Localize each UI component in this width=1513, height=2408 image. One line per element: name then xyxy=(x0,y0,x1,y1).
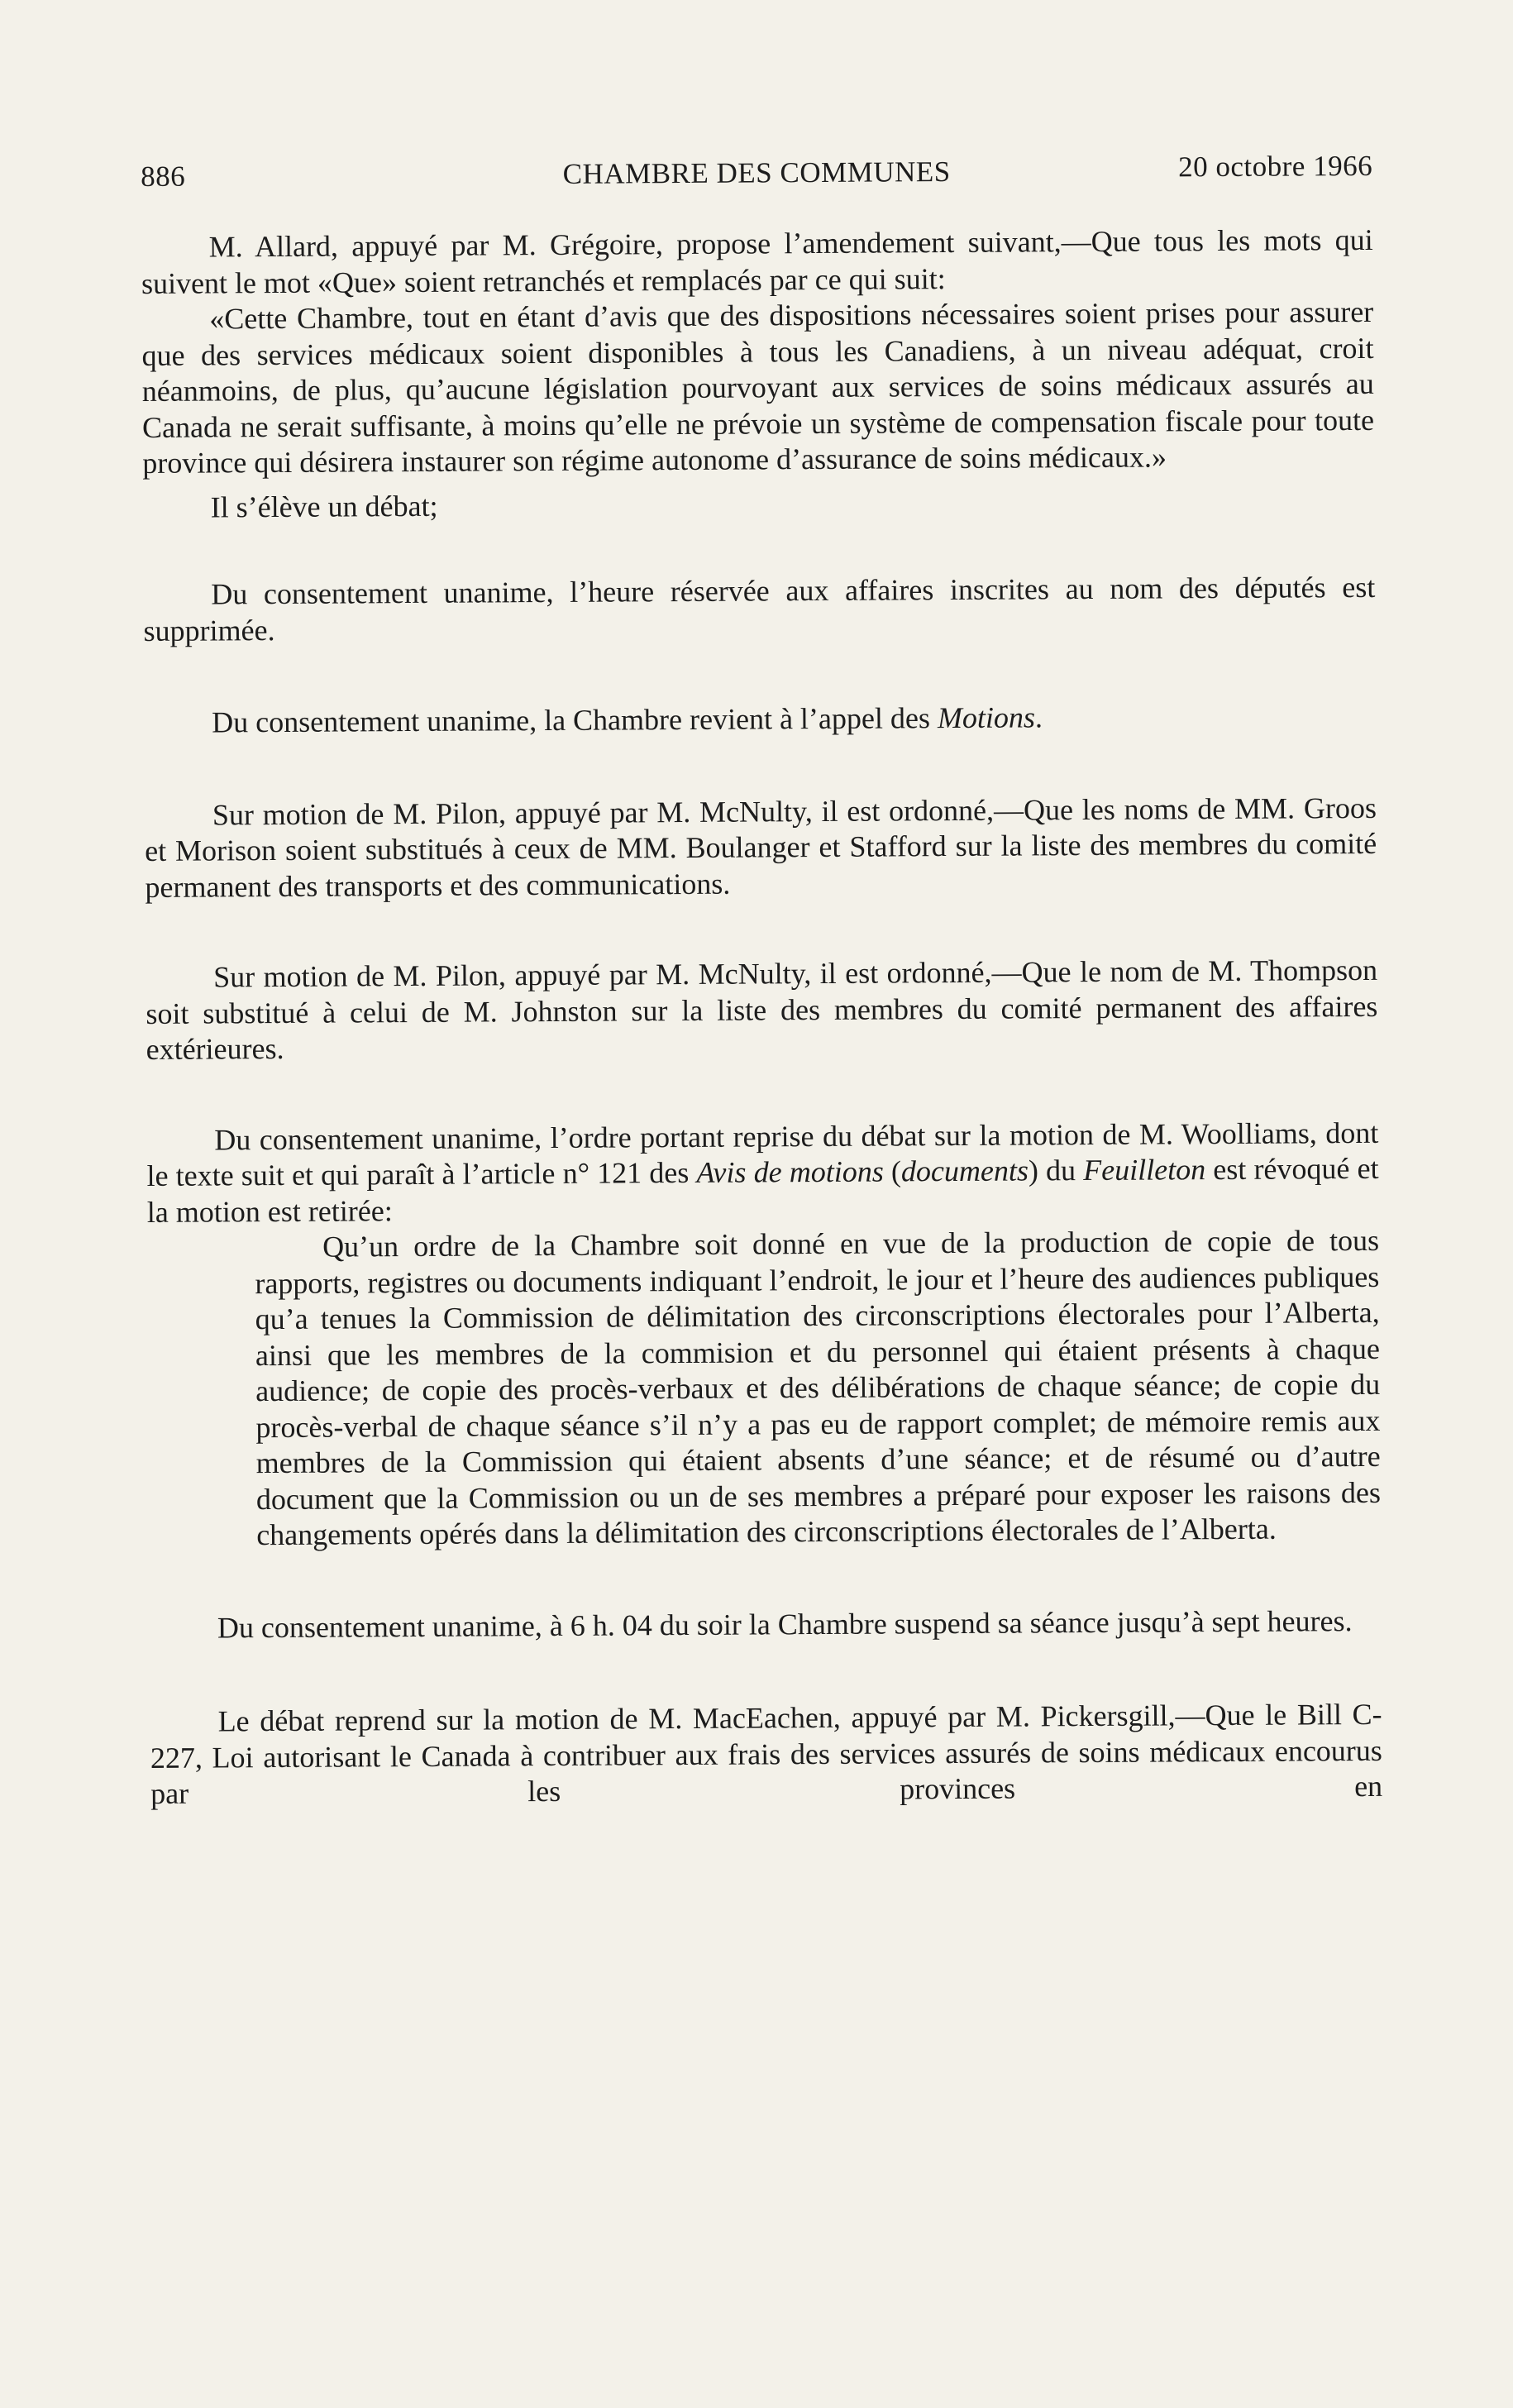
document-page xyxy=(141,141,1382,1813)
quoted-motion-text: Qu’un ordre de la Chambre soit donné en vue de la production de copie de tous rapports, registres ou documents indiquant l’endroit, le jour et l’heure des audiences publiques qu’a tenues la Commission de délimitation des circonscriptions électorales pour l’Alberta, ainsi que les membres de la commision et du personnel qui étaient présents à chaque audience; de copie des procès-verbaux et des délibérations de chaque séance; de copie du procès-verbal de chaque séance s’il n’y a pas eu de rapport complet; de mémoire remis aux membres de la Commission qui étaient absents d’une séance; et de résumé ou d’autre document que la Commission ou un de ses membres a préparé pour exposer les raisons des changements opérés dans la délimitation des circonscriptions électorales de l’Alberta. xyxy=(255,1223,1382,1552)
paragraph-suspension: Du consentement unanime, à 6 h. 04 du soir la Chambre suspend sa séance jusqu’à sept heures. xyxy=(217,1603,1353,1644)
paragraph-amendment: M. Allard, appuyé par M. Grégoire, propose l’amendement suivant,—Que tous les mots qui suivent le mot «Que» soient retranchés et remplacés par ce qui suit: xyxy=(141,222,1373,300)
paragraph-debate-resumed: Le débat reprend sur la motion de M. MacEachen, appuyé par M. Pickersgill,—Que le Bill C-227, Loi autorisant le Canada à contribuer aux frais des services assurés de soins médicaux encourus par les provinces en xyxy=(150,1697,1383,1810)
header-date: 20 octobre 1966 xyxy=(1178,149,1373,184)
paragraph-committee-external: Sur motion de M. Pilon, appuyé par M. McNulty, il est ordonné,—Que le nom de M. Thompson soit substitué à celui de M. Johnston sur la liste des membres du comité permanent des affaires extérieures. xyxy=(146,953,1378,1066)
paragraph-woolliams-motion xyxy=(146,1115,1379,1230)
page-number: 886 xyxy=(141,160,186,193)
italic-segment: Feuilleton xyxy=(1083,1153,1206,1187)
text-segment: . xyxy=(1034,700,1043,734)
text-segment: est révoqué et la motion est retirée: xyxy=(146,1151,1379,1229)
paragraph-private-members-hour: Du consentement unanime, l’heure réservée aux affaires inscrites au nom des députés est supprimée. xyxy=(143,570,1376,647)
text-segment: Du consentement unanime, l’ordre portant reprise du débat sur la motion de M. Woolliams, dont le texte suit et qui paraît à l’article n° 121 des xyxy=(146,1116,1379,1192)
text-segment: Du consentement unanime, la Chambre revient à l’appel des xyxy=(212,701,938,739)
italic-segment: documents xyxy=(900,1154,1029,1188)
text-segment: ( xyxy=(883,1154,902,1188)
italic-segment: Motions xyxy=(937,700,1036,735)
paragraph-debate: Il s’élève un débat; xyxy=(210,489,438,523)
running-title: CHAMBRE DES COMMUNES xyxy=(562,155,951,190)
paragraph-committee-transport: Sur motion de M. Pilon, appuyé par M. McNulty, il est ordonné,—Que les noms de MM. Groos et Morison soient substitués à ceux de MM. Boulanger et Stafford sur la liste des membres du comité permanent des transports et des communications. xyxy=(145,791,1377,904)
text-segment: ) du xyxy=(1028,1154,1084,1187)
italic-segment: Avis de motions xyxy=(696,1154,884,1189)
page-header xyxy=(141,141,1372,198)
paragraph-motions-return xyxy=(144,698,1376,742)
paragraph-amendment-text: «Cette Chambre, tout en étant d’avis que des dispositions nécessaires soient prises pour assurer que des services médicaux soient disponibles à tous les Canadiens, à un niveau adéquat, croit néanmoins, de plus, qu’aucune législation pourvoyant aux services de soins médicaux assurés au Canada ne serait suffisante, à moins qu’elle ne prévoie un système de compensation fiscale pour toute province qui désirera instaurer son régime autonome d’assurance de soins médicaux.» xyxy=(141,294,1375,480)
